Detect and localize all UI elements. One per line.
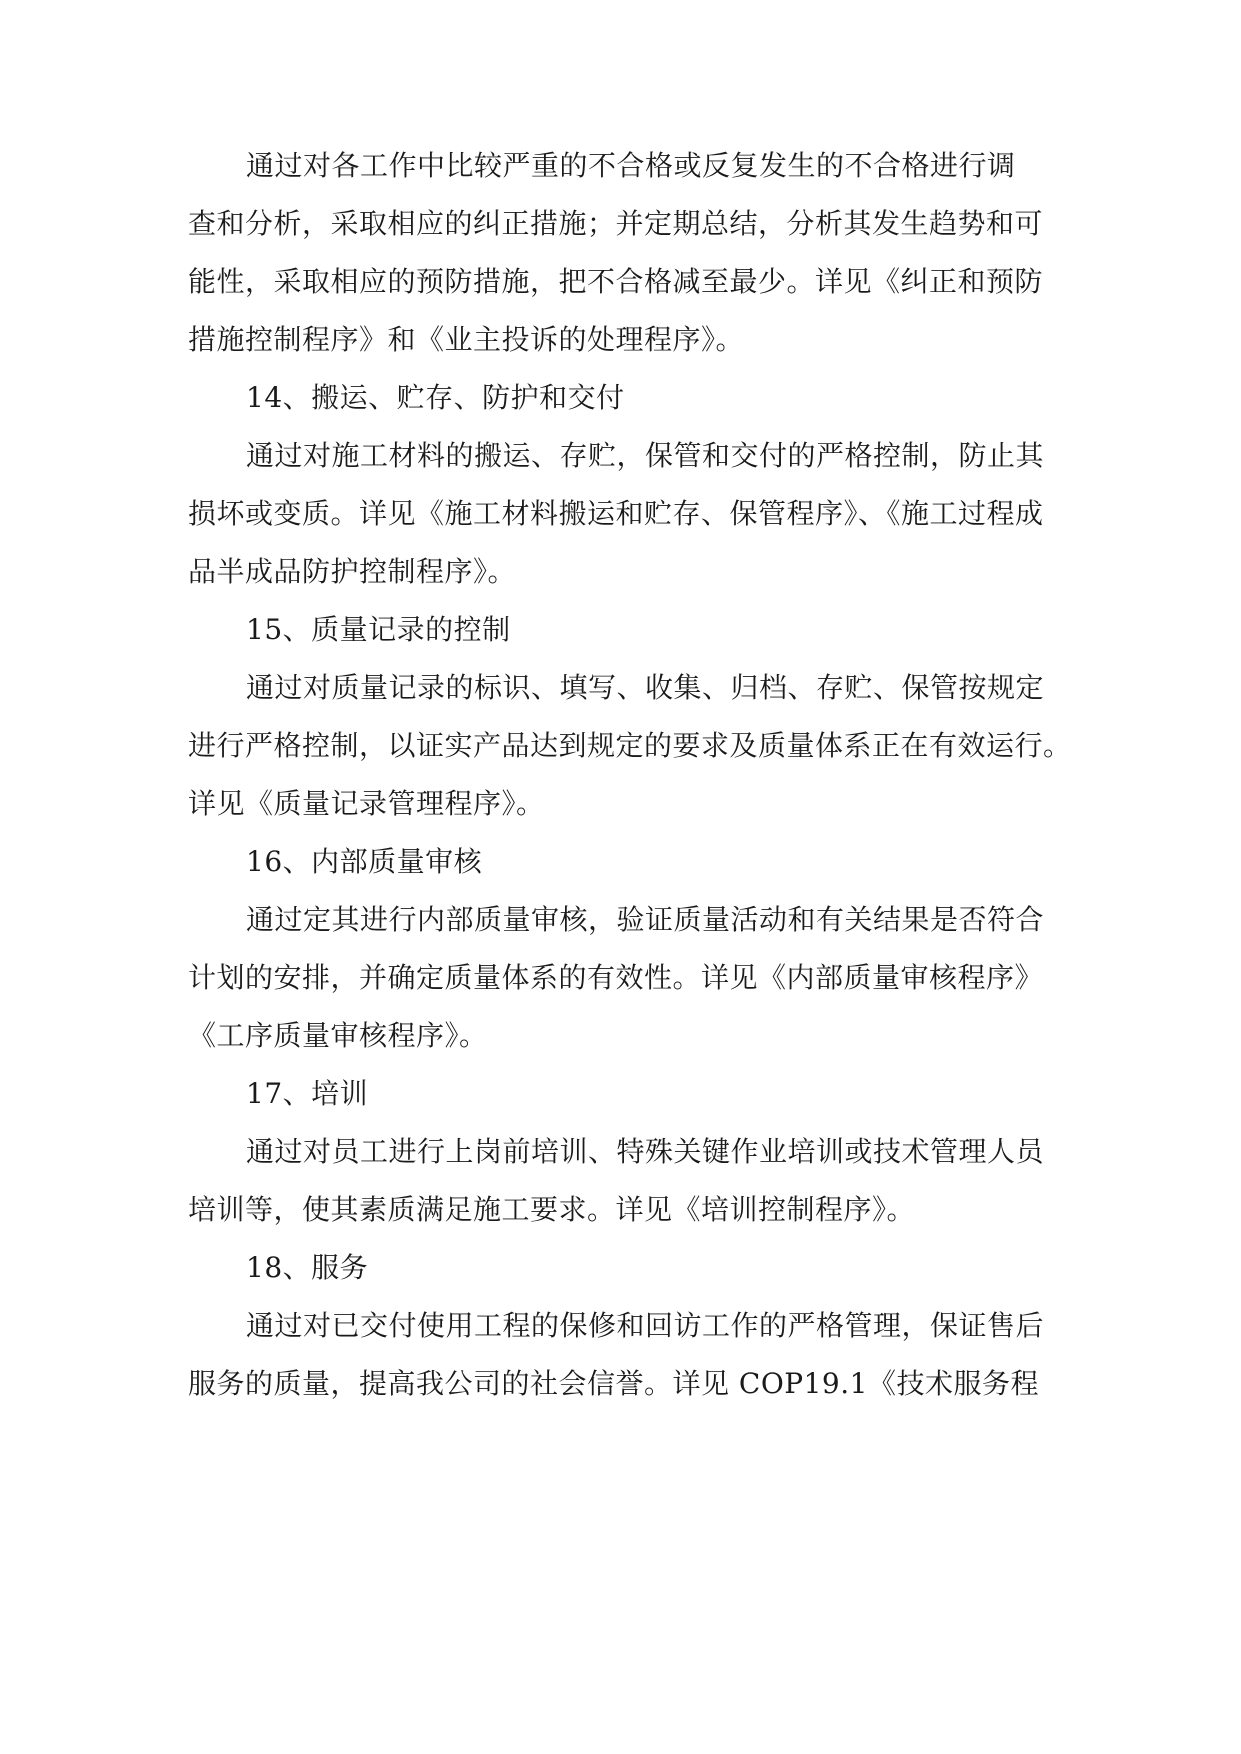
paragraph-line: 损坏或变质。详见《施工材料搬运和贮存、保管程序》、《施工过程成 xyxy=(188,497,1044,530)
paragraph-line: 通过对施工材料的搬运、存贮，保管和交付的严格控制，防止其 xyxy=(246,439,1045,472)
section-heading: 14、搬运、贮存、防护和交付 xyxy=(246,381,625,414)
paragraph-line: 培训等，使其素质满足施工要求。详见《培训控制程序》。 xyxy=(188,1193,916,1226)
paragraph-line: 《工序质量审核程序》。 xyxy=(188,1019,488,1052)
section-heading: 17、培训 xyxy=(246,1077,369,1110)
section-heading: 16、内部质量审核 xyxy=(246,845,483,878)
paragraph-line: 品半成品防护控制程序》。 xyxy=(188,555,517,588)
paragraph-line: 服务的质量，提高我公司的社会信誉。详见 COP19.1《技术服务程 xyxy=(188,1367,1039,1400)
paragraph-line: 措施控制程序》和《业主投诉的处理程序》。 xyxy=(188,323,745,356)
paragraph-line: 通过定其进行内部质量审核，验证质量活动和有关结果是否符合 xyxy=(246,903,1045,936)
paragraph-line: 通过对员工进行上岗前培训、特殊关键作业培训或技术管理人员 xyxy=(246,1135,1045,1168)
paragraph-line: 查和分析，采取相应的纠正措施；并定期总结，分析其发生趋势和可 xyxy=(188,207,1044,240)
paragraph-line: 通过对各工作中比较严重的不合格或反复发生的不合格进行调 xyxy=(246,149,1016,182)
paragraph-line: 进行严格控制，以证实产品达到规定的要求及质量体系正在有效运行。 xyxy=(188,729,1072,762)
paragraph-line: 通过对已交付使用工程的保修和回访工作的严格管理，保证售后 xyxy=(246,1309,1045,1342)
section-heading: 15、质量记录的控制 xyxy=(246,613,511,646)
paragraph-line: 能性，采取相应的预防措施，把不合格减至最少。详见《纠正和预防 xyxy=(188,265,1044,298)
section-heading: 18、服务 xyxy=(246,1251,369,1284)
paragraph-line: 计划的安排，并确定质量体系的有效性。详见《内部质量审核程序》 xyxy=(188,961,1044,994)
paragraph-line: 详见《质量记录管理程序》。 xyxy=(188,787,545,820)
paragraph-line: 通过对质量记录的标识、填写、收集、归档、存贮、保管按规定 xyxy=(246,671,1045,704)
